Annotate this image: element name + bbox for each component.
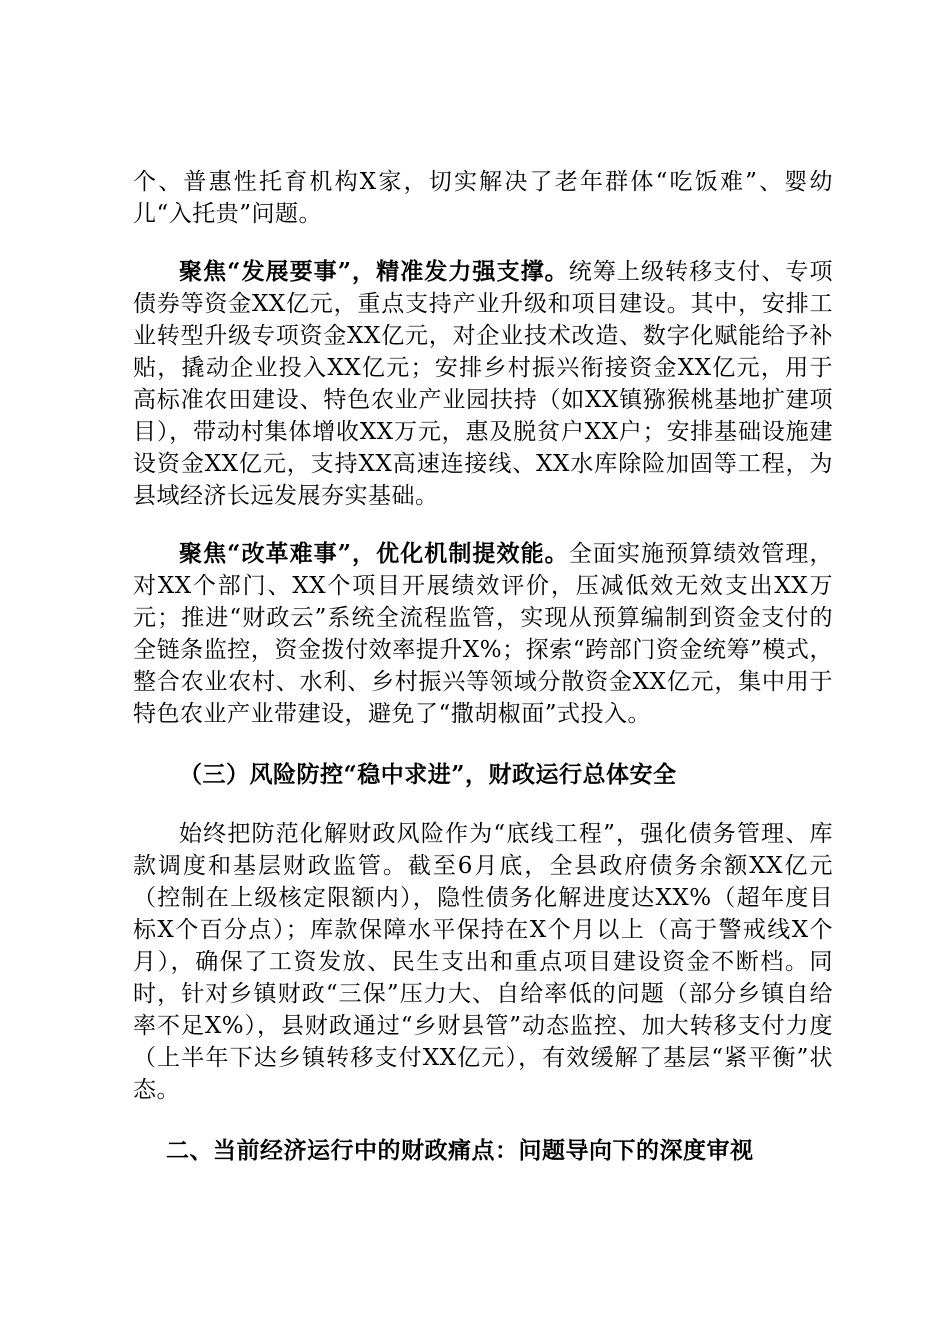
paragraph-reform bbox=[133, 538, 833, 730]
document-page bbox=[133, 166, 833, 1168]
paragraph-body-development: 统筹上级转移支付、专项债券等资金XX亿元，重点支持产业升级和项目建设。其中，安排工业转型升级专项资金XX亿元，对企业技术改造、数字化赋能给予补贴，撬动企业投入XX亿元；安排乡村振兴衔接资金XX亿元，用于高标准农田建设、特色农业产业园扶持（如XX镇猕猴桃基地扩建项目），带动村集体增收XX万元，惠及脱贫户XX户；安排基础设施建设资金XX亿元，支持XX高速连接线、XX水库除险加固等工程，为县域经济长远发展夯实基础。 bbox=[133, 259, 834, 509]
paragraph-development bbox=[133, 256, 833, 512]
paragraph-lead-development: 聚焦“发展要事”，精准发力强支撑。 bbox=[179, 258, 569, 285]
section-heading-risk: （三）风险防控“稳中求进”，财政运行总体安全 bbox=[179, 761, 677, 788]
paragraph-body-reform: 全面实施预算绩效管理，对XX个部门、XX个项目开展绩效评价，压减低效无效支出XX万元；推进“财政云”系统全流程监管，实现从预算编制到资金支付的全链条监控，资金拨付效率提升X%；探索“跨部门资金统筹”模式，整合农业农村、水利、乡村振兴等领域分散资金XX亿元，集中用于特色农业产业带建设，避免了“撒胡椒面”式投入。 bbox=[133, 541, 834, 727]
paragraph-continuation: 个、普惠性托育机构X家，切实解决了老年群体“吃饭难”、婴幼儿“入托贵”问题。 bbox=[133, 169, 833, 227]
paragraph-risk: 始终把防范化解财政风险作为“底线工程”，强化债务管理、库款调度和基层财政监管。截至6月底，全县政府债务余额XX亿元（控制在上级核定限额内），隐性债务化解进度达XX%（超年度目标X个百分点）；库款保障水平保持在X个月以上（高于警戒线X个月），确保了工资发放、民生支出和重点项目建设资金不断档。同时，针对乡镇财政“三保”压力大、自给率低的问题（部分乡镇自给率不足X%），县财政通过“乡财县管”动态监控、加大转移支付力度（上半年下达乡镇转移支付XX亿元），有效缓解了基层“紧平衡”状态。 bbox=[133, 821, 833, 1103]
section-heading-pain-points: 二、当前经济运行中的财政痛点：问题导向下的深度审视 bbox=[166, 1137, 754, 1164]
paragraph-lead-reform: 聚焦“改革难事”，优化机制提效能。 bbox=[179, 540, 569, 567]
